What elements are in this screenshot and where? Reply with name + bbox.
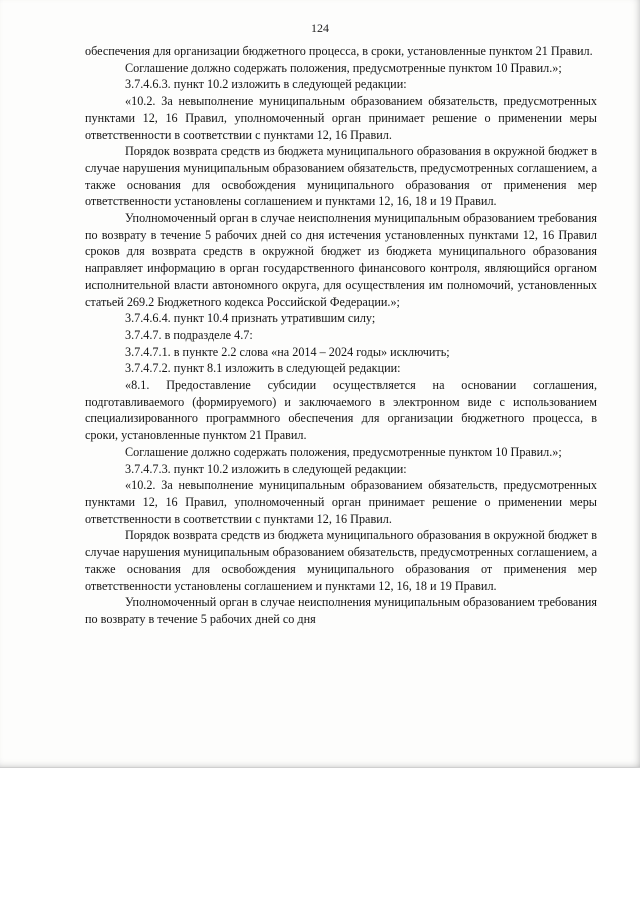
paragraph: Порядок возврата средств из бюджета муниципального образования в окружной бюджет в случае нарушения муниципальным образованием обязательств, предусмотренных соглашением, а также основания для освобождения муниципального образования от применения мер ответственности установлены соглашением и пунктами 12, 16, 18 и 19 Правил. — [85, 528, 597, 593]
paragraph: «10.2. За невыполнение муниципальным образованием обязательств, предусмотренных пунктами 12, 16 Правил, уполномоченный орган принимает решение о применении меры ответственности в соответствии с пунктами 12, 16 Правил. — [85, 94, 597, 142]
paragraph: 3.7.4.7.1. в пункте 2.2 слова «на 2014 – 2024 годы» исключить; — [125, 344, 450, 359]
paragraph: 3.7.4.6.3. пункт 10.2 изложить в следующей редакции: — [125, 77, 407, 92]
paragraph: 3.7.4.6.4. пункт 10.4 признать утратившим силу; — [125, 311, 376, 326]
paragraph: 3.7.4.7.3. пункт 10.2 изложить в следующей редакции: — [125, 461, 407, 476]
paragraph: Порядок возврата средств из бюджета муниципального образования в окружной бюджет в случае нарушения муниципальным образованием обязательств, предусмотренных соглашением, а также основания для освобождения муниципального образования от применения мер ответственности установлены соглашением и пунктами 12, 16, 18 и 19 Правил. — [85, 144, 597, 209]
document-body — [85, 43, 597, 628]
paragraph: Уполномоченный орган в случае неисполнения муниципальным образованием требования по возврату в течение 5 рабочих дней со дня истечения установленных пунктами 12, 16 Правил сроков для возврата средств в окружной бюджет из бюджета муниципального образования направляет информацию в орган государственного финансового контроля, являющийся органом исполнительной власти автономного округа, для осуществления им полномочий, установленных статьей 269.2 Бюджетного кодекса Российской Федерации.»; — [85, 211, 597, 309]
paragraph: 3.7.4.7.2. пункт 8.1 изложить в следующей редакции: — [125, 361, 401, 376]
paragraph: Уполномоченный орган в случае неисполнения муниципальным образованием требования по возврату в течение 5 рабочих дней со дня — [85, 595, 597, 626]
paragraph: «10.2. За невыполнение муниципальным образованием обязательств, предусмотренных пунктами 12, 16 Правил, уполномоченный орган принимает решение о применении меры ответственности в соответствии с пунктами 12, 16 Правил. — [85, 478, 597, 526]
paragraph: Соглашение должно содержать положения, предусмотренные пунктом 10 Правил.»; — [125, 444, 562, 459]
page-number: 124 — [311, 21, 329, 35]
paragraph: обеспечения для организации бюджетного процесса, в сроки, установленные пунктом 21 Правил. — [85, 44, 593, 58]
paragraph: «8.1. Предоставление субсидии осуществляется на основании соглашения, подготавливаемого (формируемого) и заключаемого в электронном виде с использованием специализированного программного обеспечения для организации бюджетного процесса, в сроки, установленные пунктом 21 Правил. — [85, 378, 597, 443]
paragraph: Соглашение должно содержать положения, предусмотренные пунктом 10 Правил.»; — [125, 60, 562, 75]
paragraph: 3.7.4.7. в подразделе 4.7: — [125, 327, 253, 342]
